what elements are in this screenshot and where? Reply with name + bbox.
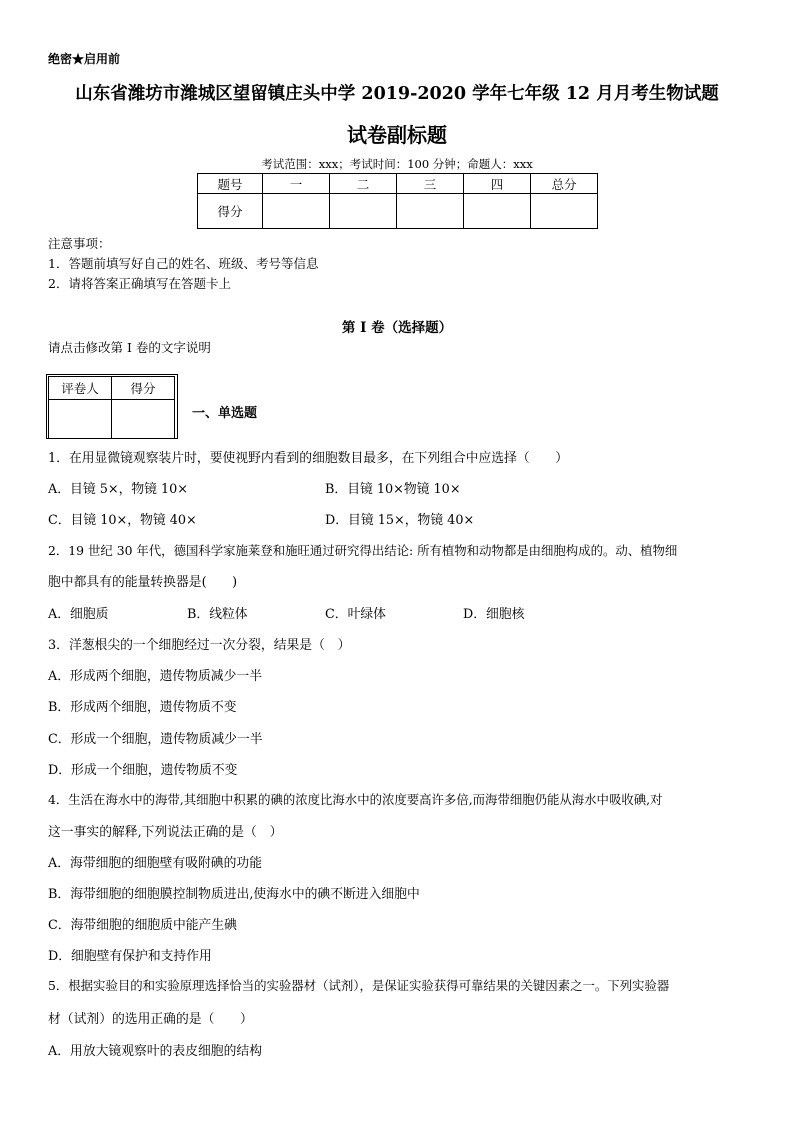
notice-heading: 注意事项： — [48, 236, 111, 251]
question-4-option-d[interactable]: D．细胞壁有保护和支持作用 — [48, 949, 212, 964]
grader-score-input[interactable] — [112, 400, 175, 439]
score-cell-label: 题号 — [198, 174, 263, 194]
question-1-stem: 1．在用显微镜观察装片时，要使视野内看到的细胞数目最多，在下列组合中应选择（ ） — [48, 451, 569, 466]
secret-label: 绝密★启用前 — [48, 52, 121, 66]
question-4-option-a[interactable]: A．海带细胞的细胞壁有吸附碘的功能 — [48, 856, 262, 871]
question-2-option-d[interactable]: D．细胞核 — [463, 607, 525, 622]
question-2-stem-line-2: 胞中都具有的能量转换器是( ) — [48, 575, 238, 590]
notice-line-2: 2．请将答案正确填写在答题卡上 — [48, 276, 231, 291]
question-1-option-b[interactable]: B．目镜 10×物镜 10× — [325, 482, 461, 497]
question-4-option-b[interactable]: B．海带细胞的细胞膜控制物质进出,使海水中的碘不断进入细胞中 — [48, 887, 420, 902]
score-table — [197, 173, 598, 229]
question-1-option-d[interactable]: D．目镜 15×，物镜 40× — [325, 513, 475, 528]
question-3-option-c[interactable]: C．形成一个细胞，遗传物质减少一半 — [48, 732, 263, 747]
section-title: 第 I 卷（选择题） — [341, 320, 453, 336]
grader-input-row — [49, 400, 175, 439]
question-2-stem-line-1: 2．19 世纪 30 年代，德国科学家施莱登和施旺通过研究得出结论: 所有植物和动物都是由细胞构成的。动、植物细 — [48, 543, 678, 558]
question-5-stem-line-1: 5．根据实验目的和实验原理选择恰当的实验器材（试剂），是保证实验获得可靠结果的关键因素之一。下列实验器 — [48, 978, 670, 993]
question-3-stem: 3．洋葱根尖的一个细胞经过一次分裂，结果是（ ） — [48, 638, 351, 653]
score-input-3[interactable] — [397, 194, 464, 229]
grader-table — [48, 376, 175, 439]
question-4-stem-line-2: 这一事实的解释,下列说法正确的是（ ） — [48, 825, 283, 840]
exam-info: 考试范围：xxx；考试时间：100 分钟；命题人：xxx — [261, 157, 533, 171]
score-cell-section-3: 三 — [397, 174, 464, 194]
exam-title: 山东省潍坊市潍城区望留镇庄头中学 2019-2020 学年七年级 12 月月考生物试题 — [75, 84, 719, 104]
question-3-option-a[interactable]: A．形成两个细胞，遗传物质减少一半 — [48, 669, 262, 684]
score-table-header-row — [198, 174, 598, 194]
score-input-2[interactable] — [330, 194, 397, 229]
score-input-1[interactable] — [263, 194, 330, 229]
question-5-option-a[interactable]: A．用放大镜观察叶的表皮细胞的结构 — [48, 1044, 262, 1059]
score-cell-section-4: 四 — [464, 174, 531, 194]
single-choice-heading: 一、单选题 — [192, 406, 258, 421]
question-3-option-d[interactable]: D．形成一个细胞，遗传物质不变 — [48, 763, 238, 778]
exam-subtitle: 试卷副标题 — [347, 123, 447, 147]
question-2-option-c[interactable]: C．叶绿体 — [325, 607, 386, 622]
question-5-stem-line-2: 材（试剂）的选用正确的是（ ） — [48, 1012, 253, 1027]
notice-line-1: 1．答题前填写好自己的姓名、班级、考号等信息 — [48, 256, 319, 271]
question-2-option-a[interactable]: A．细胞质 — [48, 607, 109, 622]
grader-header-row — [49, 377, 175, 400]
score-row-label: 得分 — [198, 194, 263, 229]
question-4-stem-line-1: 4．生活在海水中的海带,其细胞中积累的碘的浓度比海水中的浓度要高许多倍,而海带细胞仍能从海水中吸收碘,对 — [48, 792, 663, 807]
section-description[interactable]: 请点击修改第 I 卷的文字说明 — [48, 340, 211, 355]
grader-name-input[interactable] — [49, 400, 112, 439]
question-1-option-a[interactable]: A．目镜 5×，物镜 10× — [48, 482, 189, 497]
grader-label: 评卷人 — [49, 377, 112, 400]
score-cell-total: 总分 — [531, 174, 598, 194]
score-input-4[interactable] — [464, 194, 531, 229]
question-4-option-c[interactable]: C．海带细胞的细胞质中能产生碘 — [48, 918, 237, 933]
question-1-option-c[interactable]: C．目镜 10×，物镜 40× — [48, 513, 197, 528]
question-3-option-b[interactable]: B．形成两个细胞，遗传物质不变 — [48, 700, 237, 715]
grader-score-label: 得分 — [112, 377, 175, 400]
question-2-option-b[interactable]: B．线粒体 — [187, 607, 248, 622]
score-cell-section-1: 一 — [263, 174, 330, 194]
score-input-total[interactable] — [531, 194, 598, 229]
score-table-score-row — [198, 194, 598, 229]
score-cell-section-2: 二 — [330, 174, 397, 194]
